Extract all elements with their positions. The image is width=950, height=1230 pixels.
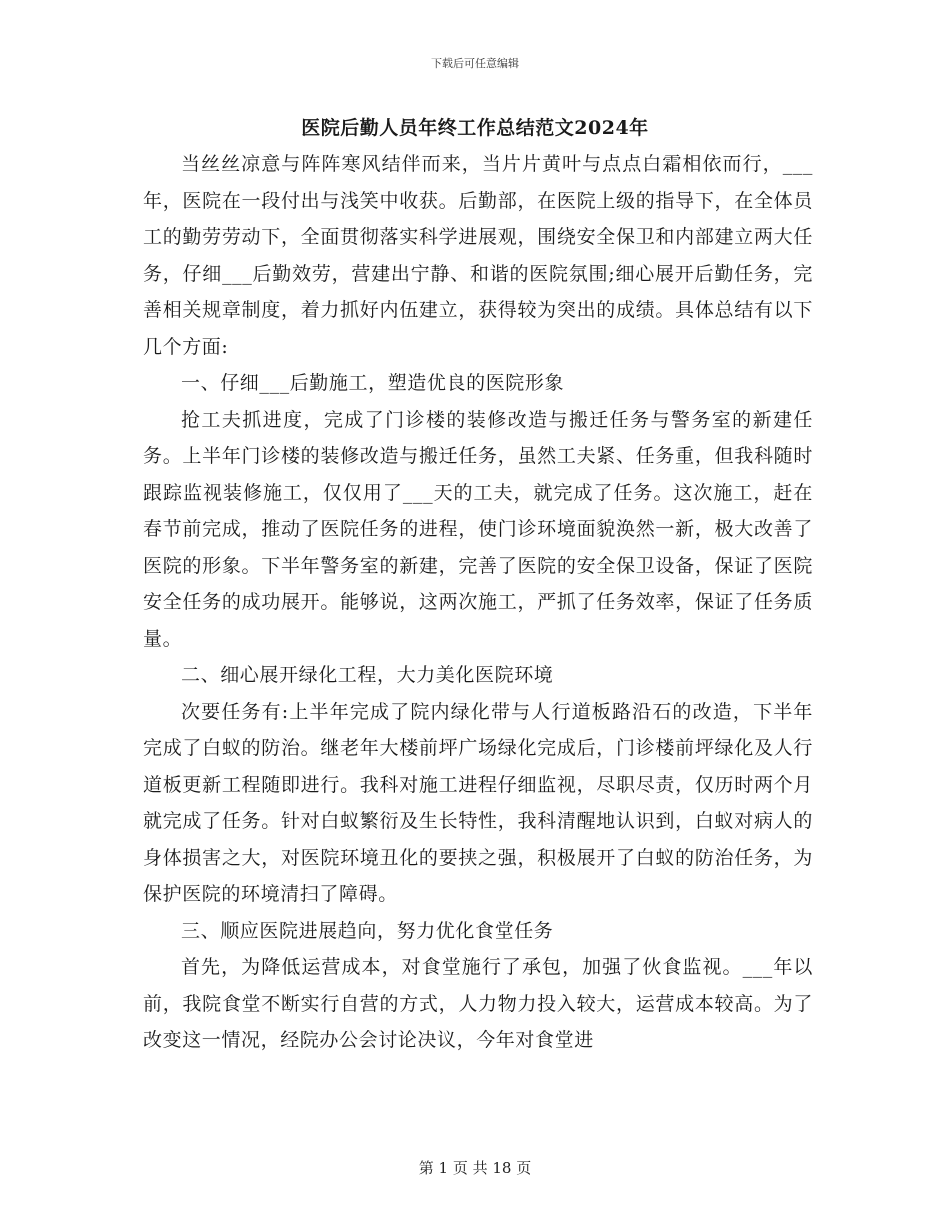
document-title: 医院后勤人员年终工作总结范文2024年 (301, 117, 649, 139)
page-header-note: 下载后可任意编辑 (431, 57, 519, 70)
page-number-footer: 第 1 页 共 18 页 (418, 1159, 532, 1177)
section-2-paragraph: 次要任务有:上半年完成了院内绿化带与人行道板路沿石的改造，下半年完成了白蚁的防治。继老年大楼前坪广场绿化完成后，门诊楼前坪绿化及人行道板更新工程随即进行。我科对施工进程仔细监视，尽职尽责，仅历时两个月就完成了任务。针对白蚁繁衍及生长特性，我科清醒地认识到，白蚁对病人的身体损害之大，对医院环境丑化的要挟之强，积极展开了白蚁的防治任务，为保护医院的环境清扫了障碍。 (143, 700, 813, 905)
section-heading-2: 二、细心展开绿化工程，大力美化医院环境 (181, 664, 554, 686)
section-heading-1: 一、仔细___后勤施工，塑造优良的医院形象 (181, 372, 565, 394)
section-1-paragraph: 抢工夫抓进度，完成了门诊楼的装修改造与搬迁任务与警务室的新建任务。上半年门诊楼的装修改造与搬迁任务，虽然工夫紧、任务重，但我科随时跟踪监视装修施工，仅仅用了___天的工夫，就完成了任务。这次施工，赶在春节前完成，推动了医院任务的进程，使门诊环境面貌涣然一新，极大改善了医院的形象。下半年警务室的新建，完善了医院的安全保卫设备，保证了医院安全任务的成功展开。能够说，这两次施工，严抓了任务效率，保证了任务质量。 (143, 408, 813, 650)
section-heading-3: 三、顺应医院进展趋向，努力优化食堂任务 (181, 919, 554, 942)
section-3-paragraph: 首先，为降低运营成本，对食堂施行了承包，加强了伙食监视。___年以前，我院食堂不断实行自营的方式，人力物力投入较大，运营成本较高。为了改变这一情况，经院办公会讨论决议，今年对食堂进 (143, 956, 813, 1051)
intro-paragraph: 当丝丝凉意与阵阵寒风结伴而来，当片片黄叶与点点白霜相依而行，___年，医院在一段付出与浅笑中收获。后勤部，在医院上级的指导下，在全体员工的勤劳劳动下，全面贯彻落实科学进展观，围绕安全保卫和内部建立两大任务，仔细___后勤效劳，营建出宁静、和谐的医院氛围;细心展开后勤任务，完善相关规章制度，着力抓好内伍建立，获得较为突出的成绩。具体总结有以下几个方面: (143, 153, 813, 358)
document-body (143, 146, 813, 1059)
